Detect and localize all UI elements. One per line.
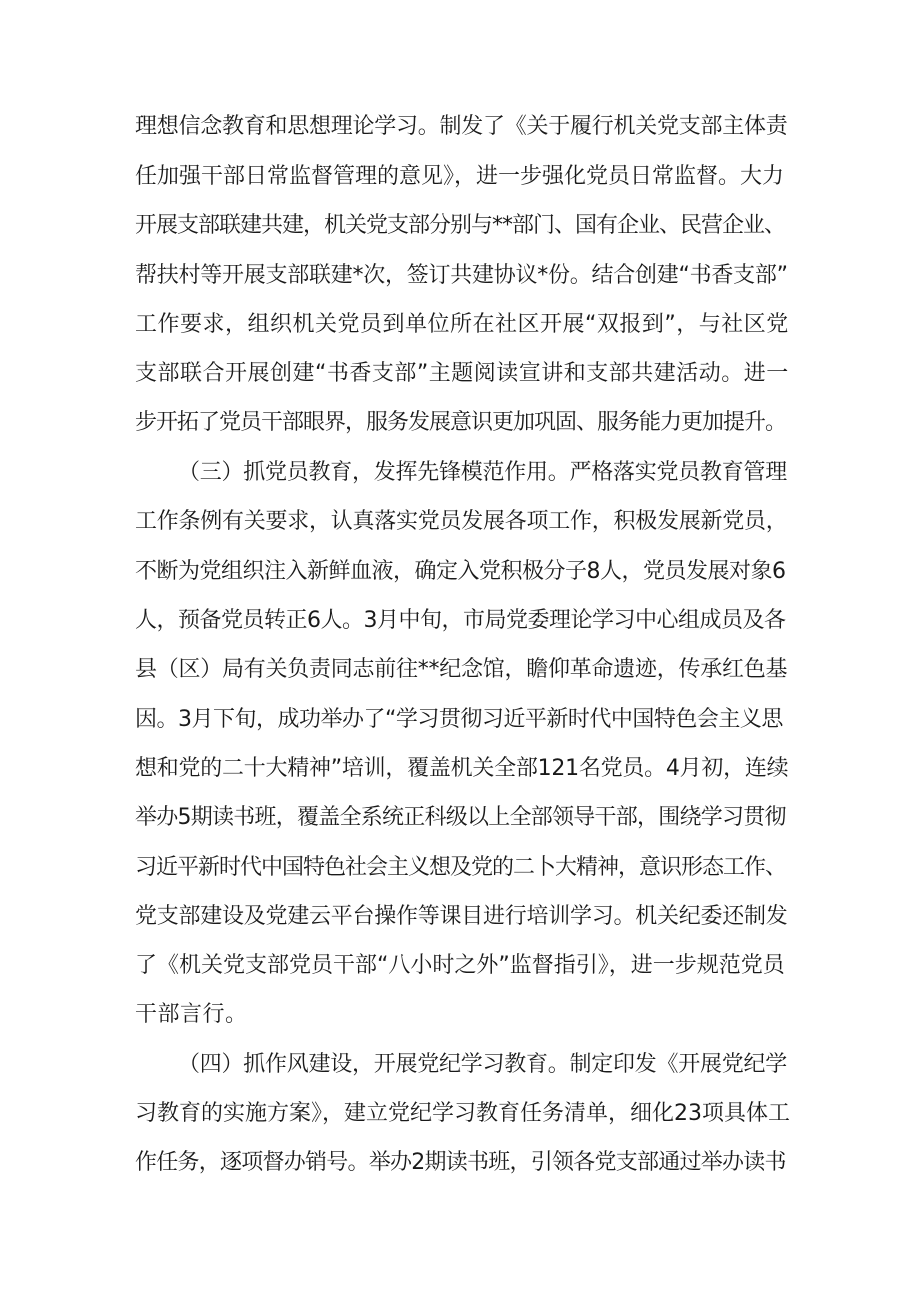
text-line: 作任务，逐项督办销号。举办2期读书班，引领各党支部通过举办读书 (135, 1150, 786, 1175)
text-line: 想和党的二十大精神”培训，覆盖机关全部121名党员。4月初，连续 (135, 756, 789, 781)
text-line: 不断为党组织注入新鲜血液，确定入党积极分子8人，党员发展对象6 (135, 559, 786, 584)
text-line: 支部联合开展创建“书香支部”主题阅读宣讲和支部共建活动。进一 (135, 361, 789, 386)
text-line: 人，预备党员转正6人。3月中旬，市局党委理论学习中心组成员及各 (135, 608, 786, 633)
text-line: 工作要求，组织机关党员到单位所在社区开展“双报到”，与社区党 (135, 312, 789, 337)
text-line: 因。3月下旬，成功举办了“学习贯彻习近平新时代中国特色会主义思 (135, 707, 783, 732)
text-line: 了《机关党支部党员干部“八小时之外”监督指引》，进一步规范党员 (135, 953, 785, 978)
text-line: 干部言行。 (135, 1002, 248, 1027)
text-line: 举办5期读书班，覆盖全系统正科级以上全部领导干部，围绕学习贯彻 (135, 805, 786, 830)
text-line: 任加强干部日常监督管理的意见》，进一步强化党员日常监督。大力 (135, 164, 785, 189)
text-line: 开展支部联建共建，机关党支部分别与**部门、国有企业、民营企业、 (135, 213, 786, 238)
text-line: 习近平新时代中国特色社会主义想及党的二卜大精神，意识形态工作、 (135, 855, 787, 880)
text-line: 理想信念教育和思想理论学习。制发了《关于履行机关党支部主体责 (135, 114, 788, 139)
text-line: 习教育的实施方案》，建立党纪学习教育任务清单，细化23项具体工 (135, 1101, 790, 1126)
text-line: 县（区）局有关负责同志前往**纪念馆，瞻仰革命遗迹，传承红色基 (135, 657, 788, 682)
text-line: （四）抓作风建设，开展党纪学习教育。制定印发《开展党纪学 (178, 1052, 788, 1077)
text-line: 帮扶村等开展支部联建*次，签订共建协议*份。结合创建“书香支部” (135, 263, 788, 288)
text-line: 党支部建设及党建云平台操作等课目进行培训学习。机关纪委还制发 (135, 904, 788, 929)
text-line: 步开拓了党员干部眼界，服务发展意识更加巩固、服务能力更加提升。 (135, 410, 787, 435)
text-line: 工作条例有关要求，认真落实党员发展各项工作，积极发展新党员， (135, 509, 788, 534)
text-line: （三）抓党员教育，发挥先锋模范作用。严格落实党员教育管理 (178, 460, 788, 485)
